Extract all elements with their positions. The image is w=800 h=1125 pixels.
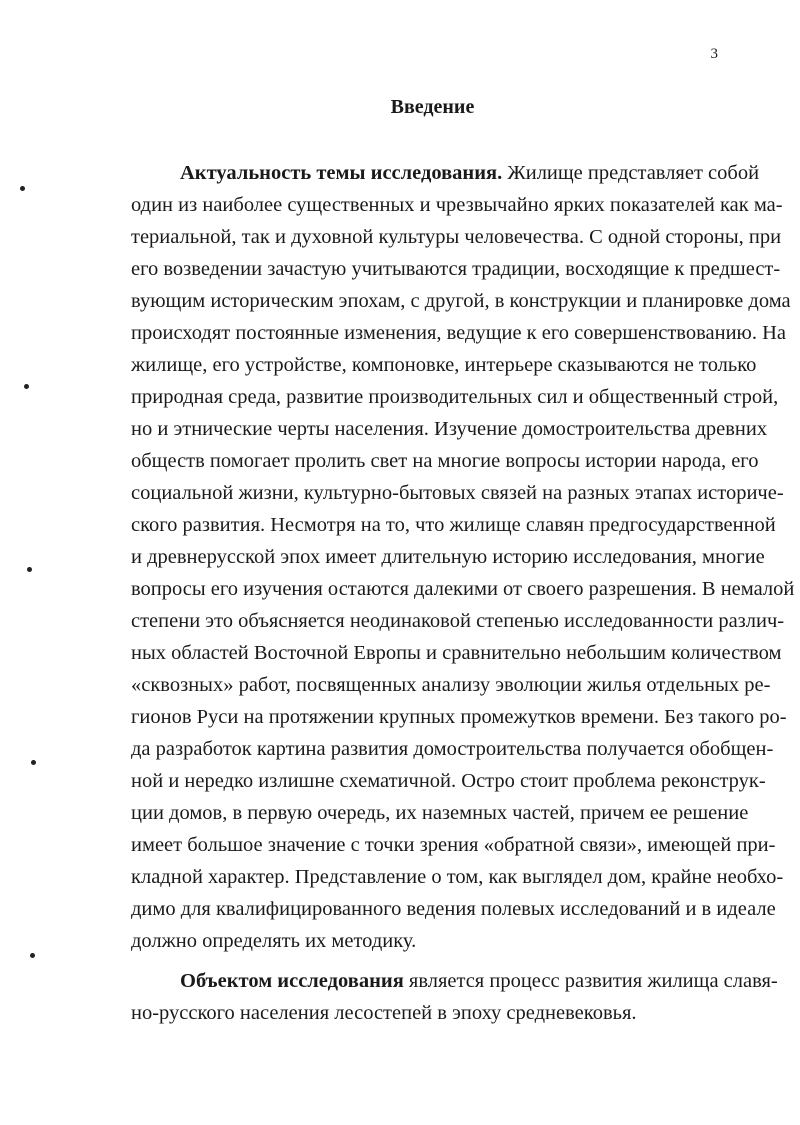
margin-dot — [31, 760, 36, 765]
text-line: Актуальность темы исследования. Жилище представляет собой — [180, 162, 760, 184]
text-line: природная среда, развитие производительных сил и общественный строй, — [131, 386, 779, 408]
paragraph-lead: Актуальность темы исследования. — [180, 162, 503, 184]
page-title: Введение — [390, 96, 475, 118]
text-line: вующим историческим эпохам, с другой, в конструкции и планировке дома — [131, 290, 791, 312]
text-line: ского развития. Несмотря на то, что жилище славян предгосударственной — [131, 514, 776, 536]
page-number: 3 — [710, 46, 718, 62]
text-line: один из наиболее существенных и чрезвычайно ярких показателей как ма- — [131, 194, 783, 216]
text-line: кладной характер. Представление о том, как выглядел дом, крайне необхо- — [131, 866, 784, 888]
text-line: «сквозных» работ, посвященных анализу эволюции жилья отдельных ре- — [131, 674, 771, 696]
text-line: Объектом исследования является процесс развития жилища славя- — [180, 970, 778, 992]
text-line: должно определять их методику. — [131, 930, 417, 952]
margin-dot — [30, 953, 35, 958]
text-line: вопросы его изучения остаются далекими от своего разрешения. В немалой — [131, 578, 795, 600]
text-line: социальной жизни, культурно-бытовых связей на разных этапах историче- — [131, 482, 784, 504]
text-line: гионов Руси на протяжении крупных промежутков времени. Без такого ро- — [131, 706, 787, 728]
text-line: димо для квалифицированного ведения полевых исследований и в идеале — [131, 898, 776, 920]
text-line: ции домов, в первую очередь, их наземных частей, причем ее решение — [131, 802, 749, 824]
text-line: териальной, так и духовной культуры человечества. С одной стороны, при — [131, 226, 782, 248]
text-line: жилище, его устройстве, компоновке, интерьере сказываются не только — [131, 354, 757, 376]
text-line: ной и нередко излишне схематичной. Остро стоит проблема реконструк- — [131, 770, 766, 792]
text-line: но-русского населения лесостепей в эпоху средневековья. — [131, 1002, 637, 1024]
text-line: ных областей Восточной Европы и сравнительно небольшим количеством — [131, 642, 782, 664]
text-line: да разработок картина развития домостроительства получается обобщен- — [131, 738, 774, 760]
margin-dot — [27, 567, 32, 572]
paragraph-lead: Объектом исследования — [180, 970, 404, 992]
text-line: происходят постоянные изменения, ведущие к его совершенствованию. На — [131, 322, 787, 344]
text-line: имеет большое значение с точки зрения «обратной связи», имеющей при- — [131, 834, 776, 856]
text-line: и древнерусской эпох имеет длительную историю исследования, многие — [131, 546, 765, 568]
text-line: степени это объясняется неодинаковой степенью исследованности различ- — [131, 610, 785, 632]
margin-dot — [20, 186, 25, 191]
text-line: обществ помогает пролить свет на многие вопросы истории народа, его — [131, 450, 759, 472]
text-line: но и этнические черты населения. Изучение домостроительства древних — [131, 418, 768, 440]
margin-dot — [24, 384, 29, 389]
text-line: его возведении зачастую учитываются традиции, восходящие к предшест- — [131, 258, 781, 280]
